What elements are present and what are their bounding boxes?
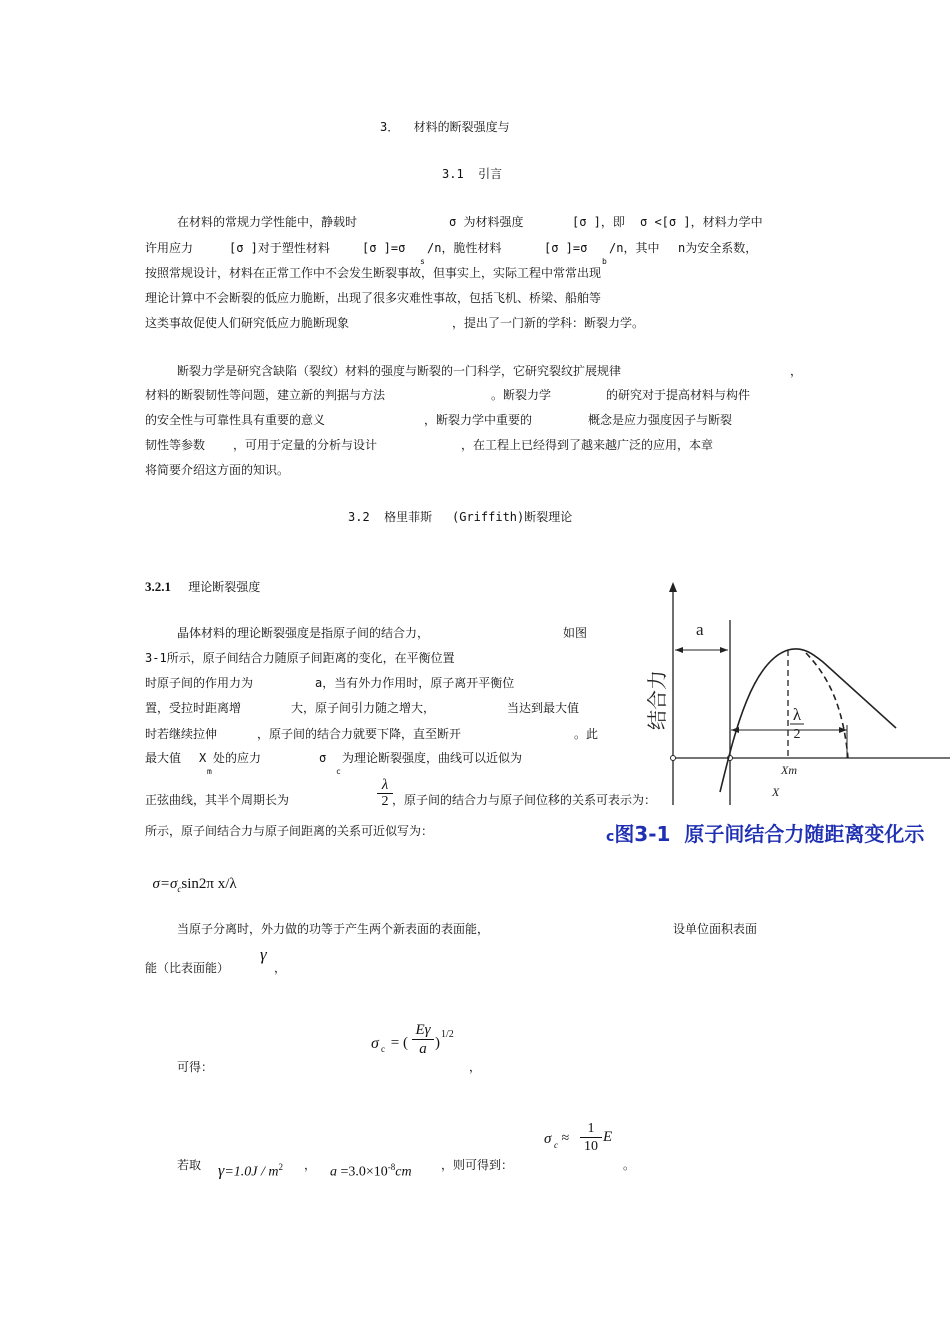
p1-line2d: /n，脆性材料	[427, 241, 502, 255]
p6-a: a	[330, 1164, 337, 1180]
eq2-fraction	[412, 1021, 434, 1058]
p6-a-expr	[323, 1146, 412, 1180]
p1-sub-s: s	[420, 257, 425, 266]
figure-a-arrow-left	[675, 647, 683, 653]
eq2-sub: c	[381, 1044, 385, 1054]
p2-line2b: 。断裂力学	[491, 388, 552, 402]
p6-gamma-sup: 2	[278, 1162, 283, 1172]
eq2-numerator: Eγ	[415, 1022, 431, 1038]
p4-line1: 当原子分离时，外力做的功等于产生两个新表面的表面能，	[177, 922, 490, 936]
section-3-2-title-b: (Griffith)断裂理论	[452, 510, 573, 524]
subsection-3-2-1-number: 3.2.1	[145, 579, 171, 594]
eq1-sub: c	[177, 884, 182, 894]
p2-line2c: 的研究对于提高材料与构件	[606, 388, 751, 402]
figure-force-curve	[720, 649, 896, 792]
equation-strength-approx	[544, 1121, 624, 1172]
figure-caption	[606, 818, 924, 847]
eq2-sigma: σ	[371, 1035, 379, 1052]
p1-sub-b: b	[602, 257, 607, 266]
section-3-1-title: 3.1 引言	[442, 167, 503, 181]
p1-line1a: 在材料的常规力学性能中，静载时	[177, 215, 358, 229]
p3-line2: 3-1所示，原子间结合力随原子间距离的变化，在平衡位置	[145, 651, 455, 665]
p3-line1: 晶体材料的理论断裂强度是指原子间的结合力，	[177, 626, 430, 640]
figure-label-2: 2	[793, 727, 801, 742]
p1-line5b: ，提出了一门新的学科：断裂力学。	[452, 316, 645, 330]
p1-line4: 理论计算中不会断裂的低应力脆断，出现了很多灾难性事故，包括飞机、桥梁、船舶等	[145, 291, 602, 305]
p3-line4b: 大，原子间引力随之增大，	[291, 701, 436, 715]
equation-theoretical-strength	[371, 1018, 471, 1066]
p1-line5a: 这类事故促使人们研究低应力脆断现象	[145, 316, 350, 330]
p5-suffix: ，	[469, 1060, 482, 1074]
lambda-over-2-fraction	[377, 777, 393, 810]
equation-sine-law	[145, 857, 237, 898]
p2-line3c: 概念是应力强度因子与断裂	[588, 413, 733, 427]
figure-half-wavelength-arrow-left	[731, 727, 739, 733]
eq3-sigma: σ	[544, 1131, 552, 1147]
section-3-2-title: 3.2 格里菲斯	[348, 510, 433, 524]
figure-caption-prefix: c	[606, 829, 615, 845]
figure-label-lambda: λ	[792, 705, 802, 724]
p3-line5a: 时若继续拉伸	[145, 727, 218, 741]
p6-a-unit: cm	[395, 1164, 412, 1180]
p6-end: 。	[623, 1158, 636, 1172]
p3-line6e: 为理论断裂强度，曲线可以近似为	[342, 751, 523, 765]
p1-line1c: [σ ]，即	[572, 215, 625, 229]
p3-line7a: 正弦曲线，其半个周期长为	[145, 793, 290, 807]
eq1-lhs: σ=σ	[152, 876, 178, 892]
p3-line6d: σ	[319, 751, 327, 765]
eq3-fraction	[580, 1120, 602, 1155]
figure-sine-approximation	[806, 653, 848, 758]
p3-line8: 所示，原子间结合力与原子间距离的关系可近似写为：	[145, 824, 434, 838]
eq3-denominator: 10	[580, 1137, 602, 1155]
p2-line4a: 韧性等参数	[145, 438, 206, 452]
p3-line5b: ，原子间的结合力就要下降，直至断开	[257, 727, 462, 741]
p6-then: ，则可得到：	[441, 1158, 514, 1172]
p6-a-value: =3.0×10	[340, 1164, 388, 1180]
p3-line6b: X	[199, 751, 207, 765]
eq2-equals: = (	[387, 1035, 408, 1051]
p1-line2b: [σ ]对于塑性材料	[229, 241, 330, 255]
p1-line2f: /n，其中	[609, 241, 660, 255]
p1-line1b: σ 为材料强度	[449, 215, 524, 229]
p1-line3: 按照常规设计，材料在正常工作中不会发生断裂事故，但事实上，实际工程中常常出现	[145, 266, 602, 280]
figure-label-x: X	[772, 785, 780, 799]
eq3-sub: c	[554, 1140, 558, 1150]
fraction-denominator: 2	[377, 793, 393, 810]
eq1-rest: sin2π x/λ	[181, 876, 237, 892]
p6-sep: ，	[304, 1158, 317, 1172]
p1-line1d: σ <[σ ]，材料力学中	[640, 215, 763, 229]
p6-a-sup: -8	[387, 1162, 396, 1172]
eq3-approx: ≈	[558, 1131, 573, 1146]
eq3-numerator: 1	[587, 1121, 595, 1136]
p4-line2a: 能（比表面能）	[145, 961, 230, 975]
p3-line6-sub-c: c	[336, 767, 341, 776]
subsection-3-2-1-title: 理论断裂强度	[181, 580, 261, 594]
p6-prefix: 若取	[177, 1158, 202, 1172]
p3-line4c: 当达到最大值	[507, 701, 580, 715]
p3-line3b: a，当有外力作用时，原子离开平衡位	[315, 676, 515, 690]
p3-line3a: 时原子间的作用力为	[145, 676, 254, 690]
figure-caption-text: 图3-1 原子间结合力随距离变化示	[614, 822, 925, 846]
p2-line5: 将简要介绍这方面的知识。	[145, 463, 290, 477]
p6-gamma-value: =1.0J / m	[224, 1164, 279, 1180]
p3-line4a: 置，受拉时距离增	[145, 701, 242, 715]
fraction-numerator: λ	[381, 777, 389, 793]
p3-line6a: 最大值	[145, 751, 182, 765]
p3-line5c: 。此	[574, 727, 599, 741]
gamma-symbol: γ	[260, 945, 267, 964]
figure-label-xm: Xm	[781, 763, 797, 777]
p2-line3b: ，断裂力学中重要的	[424, 413, 533, 427]
p3-line6-sub-m: m	[207, 767, 212, 776]
p2-line1b: ，	[790, 364, 803, 378]
p1-line2a: 许用应力	[145, 241, 194, 255]
figure-origin-marker	[671, 756, 676, 761]
p5-prefix: 可得：	[177, 1060, 214, 1074]
figure-a-arrow-right	[720, 647, 728, 653]
p2-line1: 断裂力学是研究含缺陷（裂纹）材料的强度与断裂的一门科学，它研究裂纹扩展规律	[177, 364, 622, 378]
chapter-title: 3． 材料的断裂强度与	[380, 120, 510, 134]
p2-line4c: ，在工程上已经得到了越来越广泛的应用，本章	[461, 438, 714, 452]
figure-label-a: a	[696, 620, 704, 639]
p4-line1b: 设单位面积表面	[673, 922, 758, 936]
eq2-exponent: 1/2	[441, 1029, 454, 1040]
figure-bonding-force-curve	[638, 580, 950, 805]
p3-line7b: ，原子间的结合力与原子间位移的关系可表示为：	[392, 793, 657, 807]
p2-line2a: 材料的断裂韧性等问题，建立新的判据与方法	[145, 388, 386, 402]
eq2-denominator: a	[412, 1039, 434, 1058]
eq3-E: E	[603, 1129, 613, 1145]
p4-line2b: ，	[274, 961, 287, 975]
p1-line2g: n为安全系数，	[678, 241, 758, 255]
p2-line4b: ，可用于定量的分析与设计	[233, 438, 378, 452]
figure-y-axis-arrow	[669, 582, 677, 592]
p6-gamma-expr	[211, 1146, 283, 1180]
p1-line2e: [σ ]=σ	[544, 241, 588, 255]
p6-gamma: γ	[218, 1162, 225, 1180]
p1-line2c: [σ ]=σ	[362, 241, 406, 255]
figure-y-label: 结合力	[645, 670, 669, 730]
p3-line1b: 如图	[563, 626, 588, 640]
p2-line3a: 的安全性与可靠性具有重要的意义	[145, 413, 326, 427]
eq2-close-paren: )	[435, 1035, 440, 1051]
p3-line6c: 处的应力	[213, 751, 262, 765]
